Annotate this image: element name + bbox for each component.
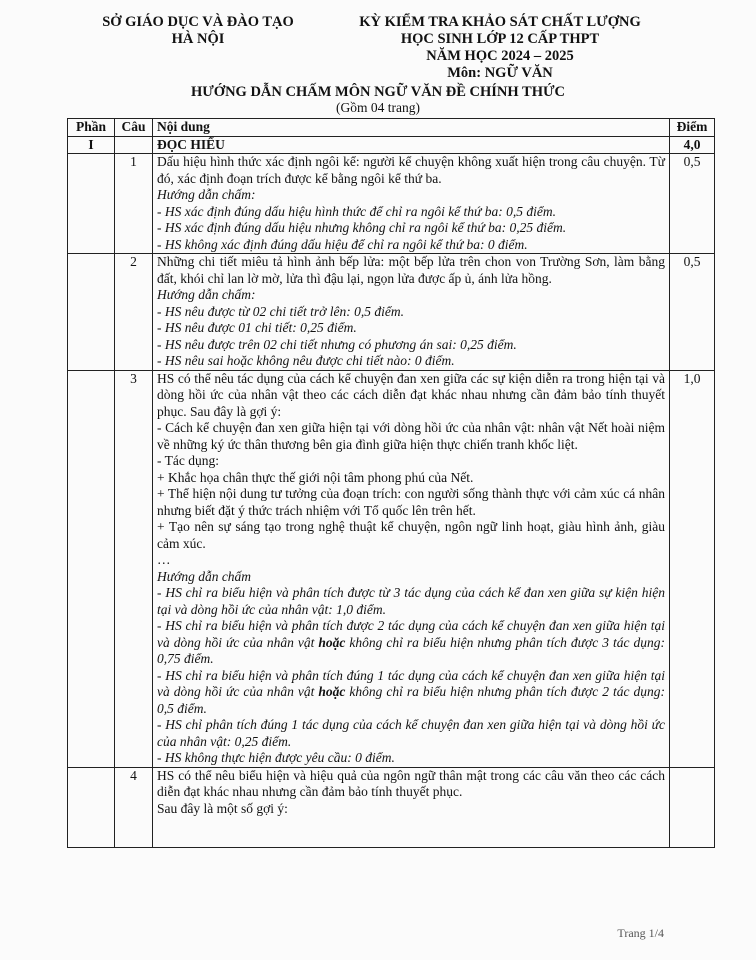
exam-line-3: NĂM HỌC 2024 – 2025 <box>426 48 574 64</box>
grading-item: - HS không xác định đúng dấu hiệu để chỉ ra ngôi kể thứ ba: 0 điểm. <box>157 236 528 252</box>
grading-table <box>67 118 715 848</box>
grading-item: - HS nêu được 01 chi tiết: 0,25 điểm. <box>157 320 357 335</box>
question-number: 3 <box>115 370 153 767</box>
grading-item <box>157 618 665 668</box>
table-row <box>68 767 715 847</box>
document-subtitle: (Gồm 04 trang) <box>336 100 420 115</box>
table-row <box>68 254 715 371</box>
header-question: Câu <box>115 119 153 137</box>
answer-content <box>153 767 670 847</box>
question-points: 1,0 <box>670 370 715 767</box>
part-cell <box>68 370 115 767</box>
exam-line-1: KỲ KIỂM TRA KHẢO SÁT CHẤT LƯỢNG <box>359 14 641 30</box>
grading-guide-heading: Hướng dẫn chấm: <box>157 187 256 202</box>
ellipsis: … <box>157 552 171 567</box>
question-number: 2 <box>115 254 153 371</box>
part-cell <box>68 154 115 254</box>
page-number: Trang 1/4 <box>617 926 664 940</box>
question-number: 4 <box>115 767 153 847</box>
answer-text: Những chi tiết miêu tả hình ảnh bếp lửa: một bếp lửa trên chon von Trường Sơn, làm bằng đất, khói chỉ lan lờ mờ, lửa thì đậu lại, ngọn lửa được ấp ủ, ánh lửa hồng. <box>157 254 665 286</box>
grading-item: - HS không thực hiện được yêu cầu: 0 điểm. <box>157 750 395 765</box>
table-row <box>68 154 715 254</box>
grading-item <box>157 668 665 718</box>
grading-item-text: - HS chỉ ra biểu hiện và phân tích được 2 tác dụng của cách kể chuyện đan xen giữa hiện tại và dòng hồi ức của nhân vật <box>157 618 665 650</box>
grading-item: - HS chỉ phân tích đúng 1 tác dụng của cách kể chuyện đan xen giữa hiện tại và dòng hồi ức của nhân vật: 0,25 điểm. <box>157 717 665 749</box>
grading-item: - HS xác định đúng dấu hiệu hình thức để chỉ ra ngôi kể thứ ba: 0,5 điểm. <box>157 203 557 219</box>
answer-text: + Thể hiện nội dung tư tưởng của đoạn trích: con người sống thành thực với cảm xúc cá nhân nhưng biết đặt ý thức trách nhiệm với Tổ quốc lên trên hết. <box>157 486 665 518</box>
section-part: I <box>68 136 115 154</box>
exam-line-4: Môn: NGỮ VĂN <box>447 65 553 81</box>
table-row <box>68 370 715 767</box>
part-cell <box>68 254 115 371</box>
grading-item: - HS chỉ ra biểu hiện và phân tích được từ 3 tác dụng của cách kể đan xen giữa sự kiện hiện tại và dòng hồi ức của nhân vật: 1,0 điểm. <box>157 585 665 617</box>
issuer-block <box>88 14 308 48</box>
section-row <box>68 136 715 154</box>
answer-text: + Tạo nên sự sáng tạo trong nghệ thuật kể chuyện, ngôn ngữ linh hoạt, giàu hình ảnh, giàu cảm xúc. <box>157 519 665 551</box>
grading-item: - HS xác định đúng dấu hiệu nhưng không chỉ ra ngôi kể thứ ba: 0,25 điểm. <box>157 220 567 235</box>
exam-line-2: HỌC SINH LỚP 12 CẤP THPT <box>400 31 600 47</box>
table-header-row <box>68 119 715 137</box>
answer-text: + Khắc họa chân thực thế giới nội tâm phong phú của Nết. <box>157 469 474 485</box>
grading-item-text: không chỉ ra biểu hiện nhưng phân tích được 3 tác dụng: 0,75 điểm. <box>157 634 665 666</box>
answer-content <box>153 154 670 254</box>
answer-text: - Tác dụng: <box>157 453 219 468</box>
question-points: 0,5 <box>670 254 715 371</box>
grading-item-text: - HS chỉ ra biểu hiện và phân tích đúng 1 tác dụng của cách kể chuyện đan xen giữa hiện tại và dòng hồi ức của nhân vật <box>157 667 665 699</box>
issuer-line-2: HÀ NỘI <box>171 31 225 47</box>
answer-text: HS có thể nêu biểu hiện và hiệu quả của ngôn ngữ thân mật trong các câu văn theo các cách diễn đạt khác nhau nhưng cần đảm bảo tính thuyết phục. <box>157 767 665 799</box>
grading-item-text: không chỉ ra biểu hiện nhưng phân tích được 2 tác dụng: 0,5 điểm. <box>157 684 665 716</box>
header-part: Phần <box>68 119 115 137</box>
section-points: 4,0 <box>670 136 715 154</box>
answer-content <box>153 254 670 371</box>
question-points: 0,5 <box>670 154 715 254</box>
answer-text: - Cách kể chuyện đan xen giữa hiện tại với dòng hồi ức của nhân vật: nhân vật Nết hoài niệm về những ký ức thân thương bên gia đình giữa hiện thực chiến tranh khốc liệt. <box>157 420 665 452</box>
issuer-line-1: SỞ GIÁO DỤC VÀ ĐÀO TẠO <box>102 14 294 30</box>
emphasis-or: hoặc <box>318 634 346 650</box>
answer-content <box>153 370 670 767</box>
exam-block <box>330 14 670 82</box>
grading-guide-heading: Hướng dẫn chấm: <box>157 287 256 302</box>
answer-text: Dấu hiệu hình thức xác định ngôi kể: người kể chuyện không xuất hiện trong câu chuyện. Từ đó, xác định đoạn trích được kể bằng ngôi kể thứ ba. <box>157 154 665 186</box>
header-points: Điểm <box>670 119 715 137</box>
grading-item: - HS nêu được trên 02 chi tiết nhưng có phương án sai: 0,25 điểm. <box>157 336 517 352</box>
answer-text: HS có thể nêu tác dụng của cách kể chuyện đan xen giữa các sự kiện diễn ra trong hiện tại và dòng hồi ức của nhân vật theo các cách diễn đạt khác nhau nhưng cần đảm bảo tính thuyết phục. Sau đây là gợi ý: <box>157 370 665 419</box>
document-title: HƯỚNG DẪN CHẤM MÔN NGỮ VĂN ĐỀ CHÍNH THỨC <box>190 84 566 100</box>
answer-text: Sau đây là một số gợi ý: <box>157 800 288 816</box>
grading-item: - HS nêu sai hoặc không nêu được chi tiết nào: 0 điểm. <box>157 353 455 368</box>
question-points <box>670 767 715 847</box>
section-title: ĐỌC HIỂU <box>153 136 670 154</box>
emphasis-or: hoặc <box>318 684 346 699</box>
section-empty-cell <box>115 136 153 154</box>
grading-guide-heading: Hướng dẫn chấm <box>157 568 252 584</box>
part-cell <box>68 767 115 847</box>
grading-item: - HS nêu được từ 02 chi tiết trở lên: 0,5 điểm. <box>157 303 404 319</box>
header-content: Nội dung <box>153 119 670 137</box>
question-number: 1 <box>115 154 153 254</box>
